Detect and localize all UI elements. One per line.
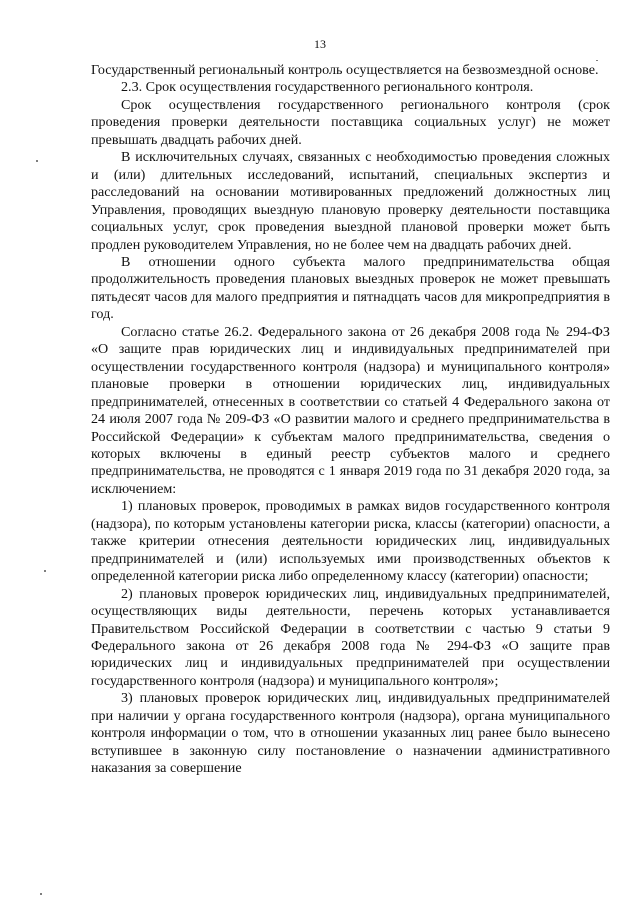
scan-speck [40,893,42,895]
paragraph: Согласно статье 26.2. Федерального закона от 26 декабря 2008 года № 294-ФЗ «О защите прав юридических лиц и индивидуальных предпринимателей при осуществлении государственного контроля (надзора) и муниципального контроля» плановые проверки в отношении юридических лиц, индивидуальных предпринимателей, отнесенных в соответствии со статьей 4 Федерального закона от 24 июля 2007 года № 209-ФЗ «О развитии малого и среднего предпринимательства в Российской Федерации» к субъектам малого предпринимательства, сведения о которых включены в единый реестр субъектов малого и среднего предпринимательства, не проводятся с 1 января 2019 года по 31 декабря 2020 года, за исключением: [91,323,610,497]
paragraph: Срок осуществления государственного регионального контроля (срок проведения проверки деятельности поставщика социальных услуг) не может превышать двадцать рабочих дней. [91,96,610,148]
paragraph: В отношении одного субъекта малого предпринимательства общая продолжительность проведения плановых выездных проверок не может превышать пятьдесят часов для малого предприятия и пятнадцать часов для микропредприятия в год. [91,253,610,323]
document-body [91,62,610,778]
scan-speck [36,160,38,162]
scan-speck [596,60,598,61]
paragraph: В исключительных случаях, связанных с необходимостью проведения сложных и (или) длительных исследований, испытаний, специальных экспертиз и расследований на основании мотивированных предложений должностных лиц Управления, проводящих выездную плановую проверку деятельности поставщика социальных услуг, срок проведения выездной плановой проверки может быть продлен руководителем Управления, но не более чем на двадцать рабочих дней. [91,149,610,253]
page-number: 13 [314,37,326,51]
list-item: 3) плановых проверок юридических лиц, индивидуальных предпринимателей при наличии у органа государственного контроля (надзора), органа муниципального контроля информации о том, что в отношении указанных лиц ранее было вынесено вступившее в законную силу постановление о назначении административного наказания за совершение [91,690,610,777]
scan-speck [44,570,46,572]
list-item: 2) плановых проверок юридических лиц, индивидуальных предпринимателей, осуществляющих виды деятельности, перечень которых устанавливается Правительством Российской Федерации в соответствии с частью 9 статьи 9 Федерального закона от 26 декабря 2008 года № 294-ФЗ «О защите прав юридических лиц и индивидуальных предпринимателей при осуществлении государственного контроля (надзора) и муниципального контроля»; [91,585,610,689]
section-heading: 2.3. Срок осуществления государственного регионального контроля. [121,79,534,96]
list-item: 1) плановых проверок, проводимых в рамках видов государственного контроля (надзора), по которым установлены категории риска, классы (категории) опасности, а также критерии отнесения деятельности юридических лиц, индивидуальных предпринимателей и (или) используемых ими производственных объектов к определенной категории риска либо определенному классу (категории) опасности; [91,498,610,585]
paragraph: Государственный региональный контроль осуществляется на безвозмездной основе. [91,62,599,78]
